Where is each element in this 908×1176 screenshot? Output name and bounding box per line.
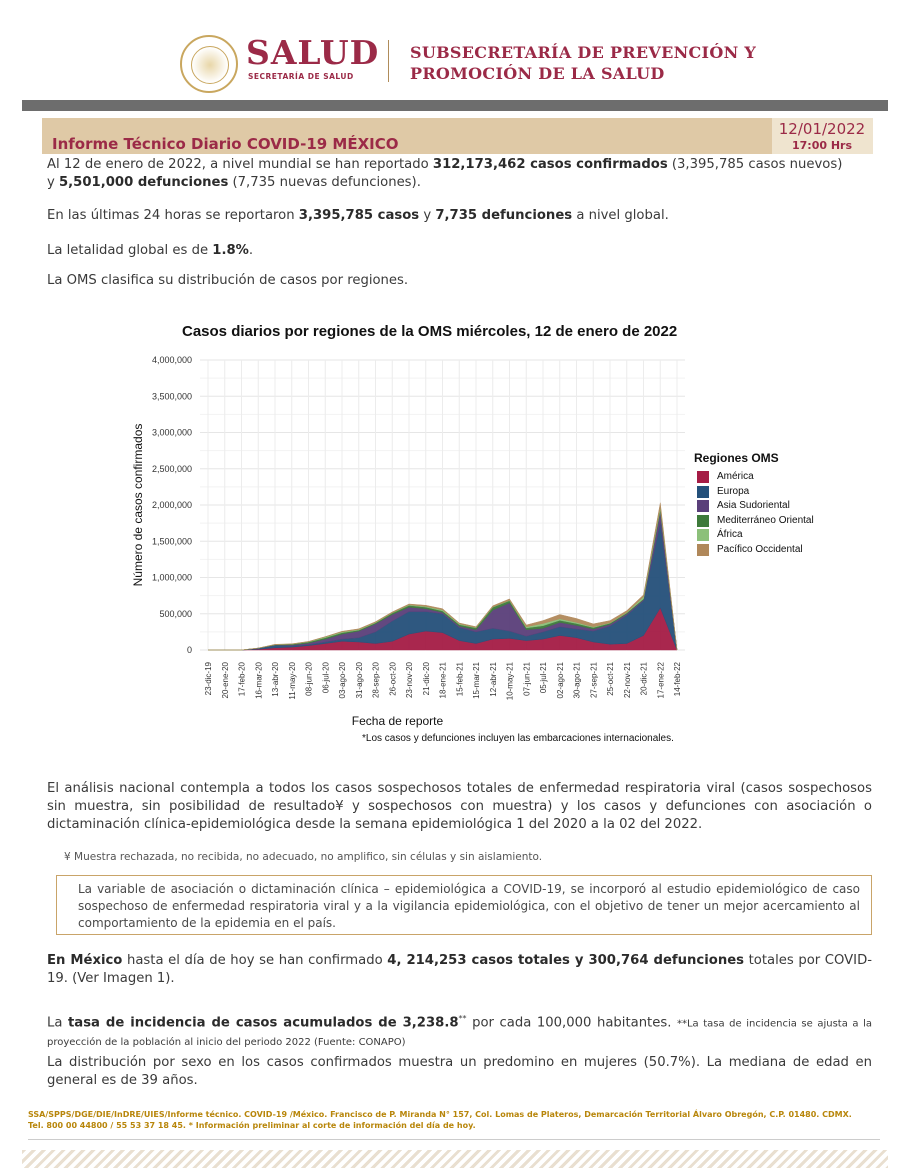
x-tick-label: 11-may-20	[287, 662, 297, 700]
paragraph-global-summary	[47, 156, 872, 192]
chart-note: *Los casos y defunciones incluyen las embarcaciones internacionales.	[362, 733, 674, 744]
x-tick-label: 15-feb-21	[455, 662, 465, 697]
y-tick-label: 3,000,000	[151, 427, 192, 438]
x-tick-label: 16-mar-20	[254, 662, 264, 699]
legend-swatch	[697, 544, 709, 556]
text: hasta el día de hoy se han confirmado	[122, 953, 388, 968]
x-tick-label: 15-mar-21	[472, 662, 481, 699]
x-tick-label: 27-sep-21	[589, 662, 599, 699]
x-tick-label: 10-may-21	[505, 662, 515, 701]
x-tick-label: 31-ago-20	[354, 662, 364, 699]
legend-label: Asia Sudoriental	[717, 500, 790, 511]
x-tick-label: 12-abr-21	[488, 662, 498, 697]
x-tick-label: 21-dic-20	[421, 662, 431, 696]
text: y	[47, 175, 59, 190]
y-tick-label: 3,500,000	[151, 391, 192, 402]
y-tick-label: 1,500,000	[151, 536, 192, 547]
chart-plot	[130, 345, 690, 730]
y-tick-label: 2,000,000	[151, 500, 192, 510]
legend-swatch	[697, 486, 709, 498]
footer-line-2: Tel. 800 00 44800 / 55 53 37 18 45. * Información preliminar al corte de información del día de hoy.	[28, 1121, 476, 1130]
decorative-pattern-strip	[22, 1150, 888, 1168]
text: totales por COVID-19. (Ver Imagen 1).	[47, 953, 872, 986]
footnote-sample: ¥ Muestra rechazada, no recibida, no adecuado, no amplifico, sin células y sin aislamiento.	[64, 851, 543, 863]
text: Al 12 de enero de 2022, a nivel mundial se han reportado	[47, 157, 433, 172]
x-tick-label: 13-abr-20	[271, 662, 280, 697]
text-bold: 1.8%	[212, 243, 249, 258]
x-tick-label: 30-ago-21	[572, 662, 582, 699]
chart-title: Casos diarios por regiones de la OMS miércoles, 12 de enero de 2022	[182, 323, 678, 340]
x-tick-label: 25-oct-21	[606, 662, 615, 696]
x-tick-label: 07-jun-21	[522, 662, 532, 696]
footer-rule	[28, 1139, 880, 1140]
legend-label: África	[717, 529, 743, 540]
superscript: **	[458, 1014, 467, 1023]
text-bold: tasa de incidencia de casos acumulados de 3,238.8	[68, 1015, 459, 1031]
text-bold: 4, 214,253 casos totales y 300,764 defunciones	[387, 953, 744, 968]
legend-label: Pacífico Occidental	[717, 543, 803, 555]
legend-label: América	[717, 471, 754, 482]
x-tick-label: 03-ago-20	[338, 662, 347, 699]
paragraph-national-analysis: El análisis nacional contempla a todos los casos sospechosos totales de enfermedad respiratoria viral (casos sospechosos sin muestra, sin posibilidad de resultado¥ y sospechosos con muestra) y los casos y defunciones con asociación o dictaminación clínica-epidemiológica desde la semana epidemiológica 1 del 2020 a la 02 del 2022.	[47, 781, 872, 832]
text: La	[47, 1015, 68, 1031]
x-tick-label: 20-dic-21	[639, 662, 649, 696]
x-tick-label: 26-oct-20	[388, 662, 398, 696]
text: En las últimas 24 horas se reportaron	[47, 208, 299, 223]
x-tick-label: 17-ene-22	[656, 662, 666, 699]
text-bold: 7,735 defunciones	[435, 208, 573, 223]
x-tick-label: 17-feb-20	[237, 662, 247, 697]
header-divider	[388, 40, 389, 82]
subsecretaria-line-1: SUBSECRETARÍA DE PREVENCIÓN Y	[410, 43, 757, 62]
text: (3,395,785 casos nuevos)	[667, 157, 843, 172]
x-axis-label: Fecha de reporte	[351, 714, 444, 728]
y-axis-label: Número de casos confirmados	[131, 423, 145, 587]
text: .	[248, 243, 254, 258]
text: La letalidad global es de	[47, 243, 213, 258]
legend-swatch	[697, 515, 709, 527]
paragraph-lethality	[47, 242, 872, 260]
x-tick-label: 02-ago-21	[555, 662, 565, 699]
report-date: 12/01/2022	[778, 120, 866, 138]
y-tick-label: 500,000	[159, 608, 192, 619]
legend-title: Regiones OMS	[694, 451, 779, 465]
brand-subtitle: SECRETARÍA DE SALUD	[248, 72, 354, 81]
x-tick-label: 18-ene-21	[438, 662, 448, 699]
x-tick-label: 28-sep-20	[371, 662, 381, 699]
legend-swatch	[697, 529, 709, 541]
paragraph-24h	[47, 207, 872, 225]
text-bold: 3,395,785 casos	[298, 208, 420, 223]
x-tick-label: 14-feb-22	[673, 662, 682, 697]
government-seal-logo	[180, 35, 238, 93]
text-bold: 5,501,000 defunciones	[59, 175, 229, 190]
paragraph-sex-distribution: La distribución por sexo en los casos confirmados muestra un predomino en mujeres (50.7%). La mediana de edad en general es de 39 años.	[47, 1055, 872, 1088]
x-tick-label: 06-jul-20	[321, 662, 331, 694]
x-tick-label: 22-nov-21	[622, 662, 632, 699]
text: (7,735 nuevas defunciones).	[228, 175, 421, 190]
subsecretaria-line-2: PROMOCIÓN DE LA SALUD	[410, 64, 665, 83]
y-tick-label: 4,000,000	[151, 355, 192, 365]
paragraph-mexico-totals	[47, 952, 872, 988]
report-title: Informe Técnico Diario COVID-19 MÉXICO	[52, 135, 399, 153]
footer-line-1: SSA/SPPS/DGE/DIE/InDRE/UIES/Informe técnico. COVID-19 /México. Francisco de P. Miranda N° 157, Col. Lomas de Plateros, Demarcación Territorial Álvaro Obregón, C.P. 01480. CDMX.	[28, 1110, 852, 1119]
info-box-text: La variable de asociación o dictaminación clínica – epidemiológica a COVID-19, se incorporó al estudio epidemiológico de caso sospechoso de enfermedad respiratoria viral y a la vigilancia epidemiológica, con el objetivo de tener un mejor acercamiento al comportamiento de la epidemia en el país.	[78, 882, 860, 930]
text: a nivel global.	[572, 208, 669, 223]
footer	[28, 1109, 852, 1131]
x-tick-label: 23-nov-20	[405, 662, 414, 699]
legend-swatch	[697, 500, 709, 512]
legend-swatch	[697, 471, 709, 483]
y-tick-label: 0	[186, 645, 192, 655]
legend-label: Europa	[717, 485, 750, 497]
text: por cada 100,000 habitantes.	[466, 1015, 677, 1031]
paragraph-incidence	[47, 1010, 872, 1052]
text-bold: 312,173,462 casos confirmados	[432, 157, 668, 172]
text-bold: En México	[47, 953, 123, 968]
subsecretaria-title	[410, 42, 756, 84]
header-bar	[22, 100, 888, 111]
brand-salud: SALUD	[246, 33, 380, 72]
paragraph-oms: La OMS clasifica su distribución de casos por regiones.	[47, 273, 409, 288]
y-tick-label: 1,000,000	[151, 572, 192, 583]
x-tick-label: 08-jun-20	[304, 662, 314, 696]
x-tick-label: 20-ene-20	[220, 662, 230, 699]
x-tick-label: 23-dic-19	[204, 662, 213, 696]
report-time: 17:00 Hrs	[791, 139, 853, 152]
y-tick-label: 2,500,000	[151, 463, 192, 474]
incidence-note: **La tasa de incidencia se ajusta a la proyección de la población al inicio del periodo 2022 (Fuente: CONAPO)	[47, 1018, 872, 1049]
legend-label: Mediterráneo Oriental	[717, 514, 814, 526]
x-tick-label: 05-jul-21	[539, 662, 548, 694]
text: y	[419, 208, 436, 223]
